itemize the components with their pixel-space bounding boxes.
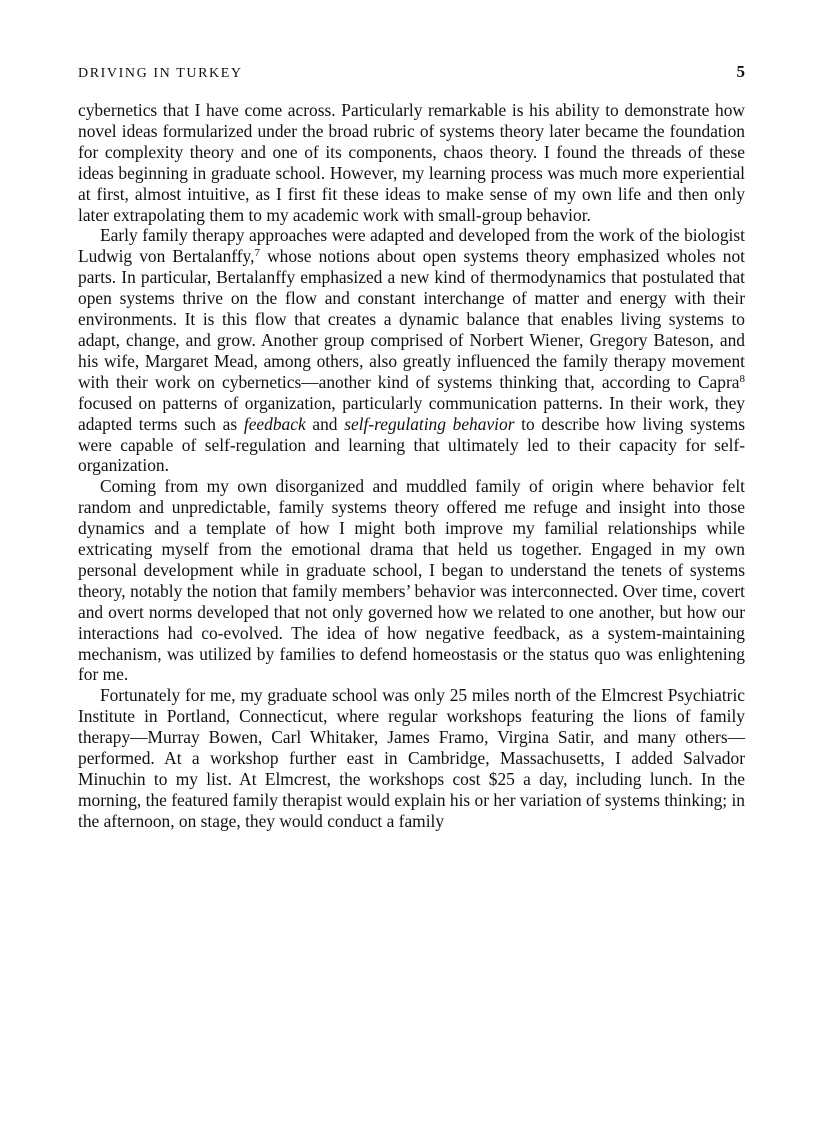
footnote-marker-7: 7: [254, 247, 260, 260]
running-head: [78, 62, 745, 86]
book-page: [78, 62, 745, 832]
page-number: 5: [736, 62, 745, 81]
term-self-regulating-behavior: self-regulating behavior: [344, 413, 515, 434]
term-feedback: feedback: [243, 413, 306, 434]
paragraph-1: cybernetics that I have come across. Particularly remarkable is his ability to demonstrate how novel ideas formularized under the broad rubric of systems theory later became the foundation for complexity theory and one of its components, chaos theory. I found the threads of these ideas beginning in graduate school. However, my learning process was much more experiential at first, almost intuitive, as I first fit these ideas to make sense of my own life and then only later extrapolating them to my academic work with small-group behavior.: [78, 100, 745, 225]
paragraph-2-part-c: focused on patterns of organization, particularly communication patterns. In their work, they adapted terms such as: [78, 392, 745, 434]
paragraph-3: Coming from my own disorganized and muddled family of origin where behavior felt random and unpredictable, family systems theory offered me refuge and insight into those dynamics and a template of how I might both improve my familial relationships while extricating myself from the emotional drama that held us together. Engaged in my own personal development while in graduate school, I began to understand the tenets of systems theory, notably the notion that family members’ behavior was interconnected. Over time, covert and overt norms developed that not only governed how we related to one another, but how our interactions had co-evolved. The idea of how negative feedback, as a system-maintaining mechanism, was utilized by families to defend homeostasis or the status quo was enlightening for me.: [78, 476, 745, 685]
footnote-marker-8: 8: [739, 372, 745, 385]
paragraph-4: Fortunately for me, my graduate school was only 25 miles north of the Elmcrest Psychiatric Institute in Portland, Connecticut, where regular workshops featuring the lions of family therapy—Murray Bowen, Carl Whitaker, James Framo, Virgina Satir, and many others—performed. At a workshop further east in Cambridge, Massachusetts, I added Salvador Minuchin to my list. At Elmcrest, the workshops cost $25 a day, including lunch. In the morning, the featured family therapist would explain his or her variation of systems thinking; in the afternoon, on stage, they would conduct a family: [78, 685, 745, 831]
paragraph-2-part-d: and: [305, 413, 345, 434]
body-text: [78, 100, 745, 832]
paragraph-2-part-b: whose notions about open systems theory emphasized wholes not parts. In particular, Bertalanffy emphasized a new kind of thermodynamics that postulated that open systems thrive on the flow and constant interchange of matter and energy with their environments. It is this flow that creates a dynamic balance that enables living systems to adapt, change, and grow. Another group comprised of Norbert Wiener, Gregory Bateson, and his wife, Margaret Mead, among others, also greatly influenced the family therapy movement with their work on cybernetics—another kind of systems thinking that, according to Capra: [78, 246, 745, 392]
paragraph-2-part-a: Early family therapy approaches were adapted and developed from the work of the biologist Ludwig von Bertalanffy,: [78, 225, 745, 267]
paragraph-2-part-e: to describe how living systems were capable of self-regulation and learning that ultimately led to their capacity for self-organization.: [78, 413, 746, 476]
paragraph-2: [78, 225, 745, 476]
running-title: DRIVING IN TURKEY: [78, 66, 243, 81]
